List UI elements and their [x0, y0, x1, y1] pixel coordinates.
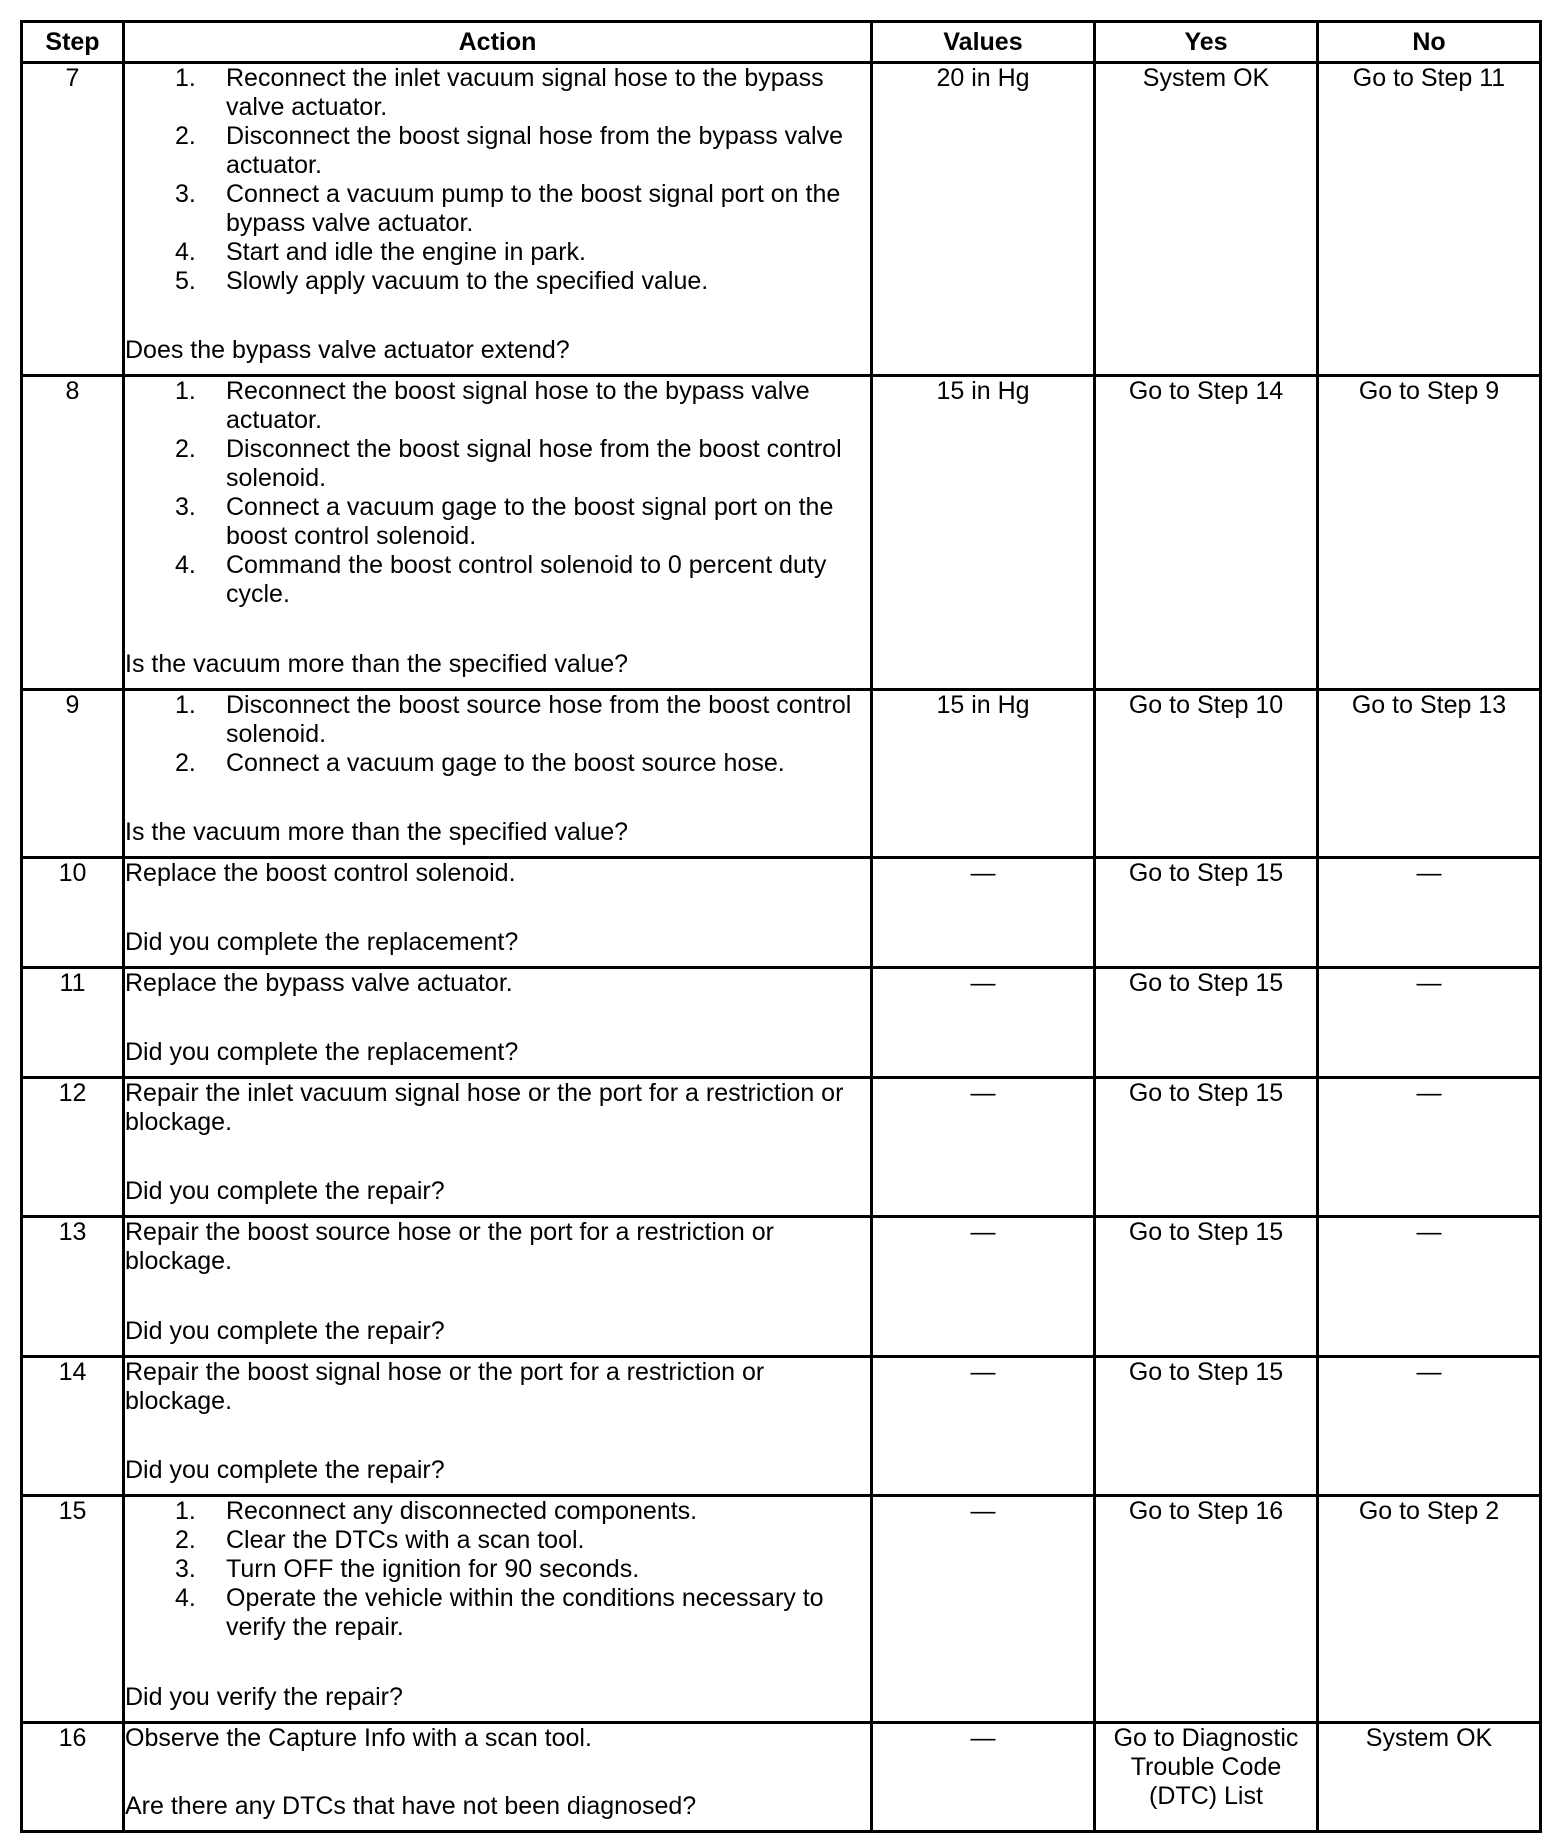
- action-cell: [124, 858, 872, 968]
- list-item: 2. Disconnect the boost signal hose from the bypass valve actuator.: [175, 122, 844, 179]
- action-text: Replace the boost control solenoid.: [125, 859, 516, 887]
- header-step: Step: [22, 22, 124, 63]
- action-steps: [125, 377, 870, 609]
- value-cell: —: [872, 1723, 1095, 1832]
- no-cell: Go to Step 13: [1318, 690, 1541, 858]
- action-cell: [124, 690, 872, 858]
- action-cell: [124, 1723, 872, 1832]
- step-number: 7: [22, 63, 124, 376]
- step-number: 9: [22, 690, 124, 858]
- table-row: [22, 1078, 1541, 1217]
- action-cell: [124, 1217, 872, 1357]
- action-question: Did you complete the repair?: [125, 1317, 445, 1345]
- list-item: 4. Operate the vehicle within the conditions necessary to verify the repair.: [175, 1584, 824, 1641]
- action-cell: [124, 1357, 872, 1496]
- no-cell: Go to Step 11: [1318, 63, 1541, 376]
- action-steps: [125, 64, 870, 296]
- action-cell: [124, 376, 872, 690]
- yes-cell: System OK: [1095, 63, 1318, 376]
- list-item: 3. Turn OFF the ignition for 90 seconds.: [175, 1555, 640, 1583]
- step-number: 12: [22, 1078, 124, 1217]
- no-cell: Go to Step 2: [1318, 1496, 1541, 1723]
- action-text: Observe the Capture Info with a scan tool.: [125, 1724, 592, 1752]
- value-cell: —: [872, 858, 1095, 968]
- yes-cell: Go to Step 15: [1095, 1357, 1318, 1496]
- action-cell: [124, 63, 872, 376]
- list-item: 5. Slowly apply vacuum to the specified value.: [175, 267, 709, 295]
- list-item: 4. Start and idle the engine in park.: [175, 238, 586, 266]
- step-number: 13: [22, 1217, 124, 1357]
- yes-cell: Go to Step 15: [1095, 968, 1318, 1078]
- list-item: 1. Disconnect the boost source hose from the boost control solenoid.: [175, 691, 852, 748]
- no-cell: —: [1318, 1078, 1541, 1217]
- yes-cell: Go to Step 15: [1095, 1217, 1318, 1357]
- list-item: 1. Reconnect the boost signal hose to the bypass valve actuator.: [175, 377, 810, 434]
- header-row: [22, 22, 1541, 63]
- value-cell: 20 in Hg: [872, 63, 1095, 376]
- table-row: [22, 858, 1541, 968]
- list-item: 1. Reconnect the inlet vacuum signal hose to the bypass valve actuator.: [175, 64, 824, 121]
- action-steps: [125, 1497, 870, 1642]
- header-values: Values: [872, 22, 1095, 63]
- action-text: Replace the bypass valve actuator.: [125, 969, 513, 997]
- action-cell: [124, 968, 872, 1078]
- yes-cell: Go to Step 14: [1095, 376, 1318, 690]
- yes-cell: Go to Step 15: [1095, 858, 1318, 968]
- no-cell: Go to Step 9: [1318, 376, 1541, 690]
- table-row: [22, 690, 1541, 858]
- list-item: 2. Connect a vacuum gage to the boost source hose.: [175, 749, 785, 777]
- action-steps: [125, 691, 870, 778]
- action-question: Does the bypass valve actuator extend?: [125, 336, 570, 364]
- table-row: [22, 1723, 1541, 1832]
- value-cell: —: [872, 1078, 1095, 1217]
- action-question: Did you verify the repair?: [125, 1683, 403, 1711]
- action-question: Did you complete the replacement?: [125, 928, 519, 956]
- value-cell: —: [872, 1217, 1095, 1357]
- header-no: No: [1318, 22, 1541, 63]
- action-question: Did you complete the repair?: [125, 1177, 445, 1205]
- no-cell: System OK: [1318, 1723, 1541, 1832]
- no-cell: —: [1318, 1217, 1541, 1357]
- table-row: [22, 1217, 1541, 1357]
- list-item: 3. Connect a vacuum pump to the boost signal port on the bypass valve actuator.: [175, 180, 841, 237]
- action-question: Did you complete the repair?: [125, 1456, 445, 1484]
- list-item: 3. Connect a vacuum gage to the boost signal port on the boost control solenoid.: [175, 493, 834, 550]
- list-item: 1. Reconnect any disconnected components.: [175, 1497, 698, 1525]
- yes-cell: Go to Step 15: [1095, 1078, 1318, 1217]
- table-row: [22, 376, 1541, 690]
- table-row: [22, 968, 1541, 1078]
- table-row: [22, 1357, 1541, 1496]
- action-text: Repair the boost source hose or the port for a restriction or blockage.: [125, 1218, 774, 1275]
- action-cell: [124, 1496, 872, 1723]
- no-cell: —: [1318, 858, 1541, 968]
- value-cell: —: [872, 1357, 1095, 1496]
- diagnostic-table: [20, 20, 1542, 1833]
- action-question: Is the vacuum more than the specified value?: [125, 818, 629, 846]
- yes-cell: Go to Step 10: [1095, 690, 1318, 858]
- yes-cell: Go to Diagnostic Trouble Code (DTC) List: [1095, 1723, 1318, 1832]
- value-cell: —: [872, 1496, 1095, 1723]
- action-question: Are there any DTCs that have not been diagnosed?: [125, 1792, 697, 1820]
- step-number: 11: [22, 968, 124, 1078]
- list-item: 2. Clear the DTCs with a scan tool.: [175, 1526, 585, 1554]
- table-row: [22, 1496, 1541, 1723]
- value-cell: 15 in Hg: [872, 376, 1095, 690]
- value-cell: —: [872, 968, 1095, 1078]
- step-number: 14: [22, 1357, 124, 1496]
- step-number: 16: [22, 1723, 124, 1832]
- header-yes: Yes: [1095, 22, 1318, 63]
- step-number: 10: [22, 858, 124, 968]
- step-number: 8: [22, 376, 124, 690]
- step-number: 15: [22, 1496, 124, 1723]
- list-item: 4. Command the boost control solenoid to 0 percent duty cycle.: [175, 551, 827, 608]
- action-question: Is the vacuum more than the specified value?: [125, 650, 629, 678]
- yes-cell: Go to Step 16: [1095, 1496, 1318, 1723]
- header-action: Action: [124, 22, 872, 63]
- action-text: Repair the inlet vacuum signal hose or the port for a restriction or blockage.: [125, 1079, 844, 1136]
- no-cell: —: [1318, 1357, 1541, 1496]
- action-text: Repair the boost signal hose or the port for a restriction or blockage.: [125, 1358, 765, 1415]
- table-row: [22, 63, 1541, 376]
- list-item: 2. Disconnect the boost signal hose from the boost control solenoid.: [175, 435, 842, 492]
- no-cell: —: [1318, 968, 1541, 1078]
- value-cell: 15 in Hg: [872, 690, 1095, 858]
- action-question: Did you complete the replacement?: [125, 1038, 519, 1066]
- action-cell: [124, 1078, 872, 1217]
